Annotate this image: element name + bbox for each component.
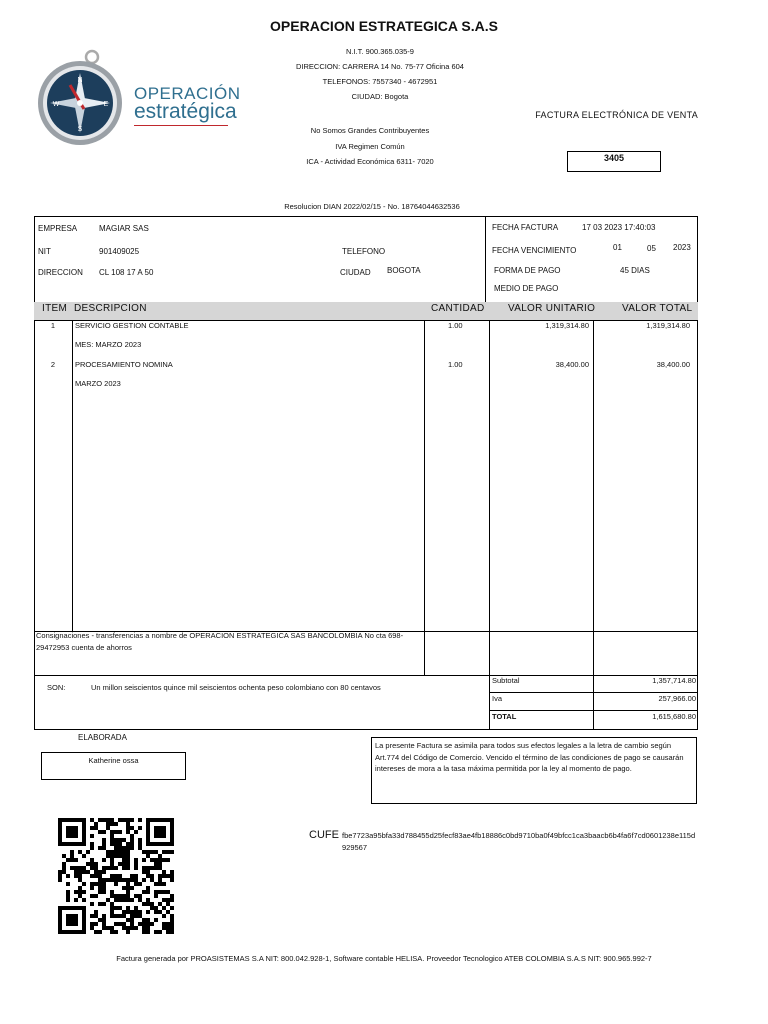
qr-finder-pattern — [146, 818, 174, 846]
son-text: Un millon seiscientos quince mil seiscientos ochenta peso colombiano con 80 centavos — [91, 683, 381, 692]
company-logo — [34, 45, 241, 150]
ciudad-value: BOGOTA — [387, 266, 421, 275]
subtotal-value: 1,357,714.80 — [652, 676, 696, 685]
row2-desc: PROCESAMIENTO NOMINA — [75, 360, 173, 369]
qr-code — [58, 818, 175, 938]
resolution: Resolucion DIAN 2022/02/15 - No. 18764044632536 — [284, 202, 460, 211]
logo-letter-w: W — [52, 101, 60, 108]
qr-finder-pattern — [58, 818, 86, 846]
fecha-factura-label: FECHA FACTURA — [492, 223, 559, 232]
elaborada-label: ELABORADA — [78, 733, 127, 742]
row2-qty: 1.00 — [448, 360, 463, 369]
logo-text-line1: OPERACIÓN — [134, 84, 241, 103]
ciudad-label: CIUDAD — [340, 268, 371, 277]
empresa-label: EMPRESA — [38, 224, 78, 233]
logo-letter-n: N — [77, 77, 83, 84]
medio-pago-label: MEDIO DE PAGO — [494, 284, 559, 293]
forma-pago-label: FORMA DE PAGO — [494, 266, 561, 275]
tax-note-1: No Somos Grandes Contribuyentes — [310, 126, 430, 135]
fecha-factura-value: 17 03 2023 17:40:03 — [582, 223, 656, 232]
row1-unit: 1,319,314.80 — [545, 321, 589, 330]
logo-letter-e: E — [103, 101, 109, 108]
row2-item: 2 — [50, 360, 56, 369]
company-phones: TELEFONOS: 7557340 - 4672951 — [322, 77, 438, 86]
header-qty: CANTIDAD — [431, 303, 485, 314]
qr-finder-pattern — [58, 906, 86, 934]
nit-value: 901409025 — [99, 247, 140, 256]
telefono-label: TELEFONO — [342, 247, 386, 256]
total-label: TOTAL — [492, 712, 517, 721]
direccion-value: CL 108 17 A 50 — [99, 268, 154, 277]
legal-text: La presente Factura se asimila para todos sus efectos legales a la letra de cambio según Art.774 del Código de Comercio. Vencido el término de las condiciones de pago se causarán intereses de mora a la tasa máxima permitida por la ley al momento de pago. — [371, 737, 697, 804]
row1-desc: SERVICIO GESTION CONTABLE — [75, 321, 189, 330]
row1-item: 1 — [50, 321, 56, 330]
logo-underline — [134, 125, 228, 126]
footer: Factura generada por PROASISTEMAS S.A NIT: 800.042.928-1, Software contable HELISA. Proveedor Tecnologico ATEB COLOMBIA S.A.S NIT: 900.965.992-7 — [116, 954, 652, 963]
header-unit: VALOR UNITARIO — [508, 303, 596, 314]
row1-qty: 1.00 — [448, 321, 463, 330]
invoice-title: FACTURA ELECTRÓNICA DE VENTA — [535, 110, 698, 120]
row2-total: 38,400.00 — [656, 360, 690, 369]
empresa-value: MAGIAR SAS — [99, 224, 149, 233]
tax-note-3: ICA - Actividad Económica 6311- 7020 — [306, 157, 434, 166]
logo-text-line2: estratégica — [134, 100, 237, 123]
row2-unit: 38,400.00 — [555, 360, 589, 369]
row1-total: 1,319,314.80 — [646, 321, 690, 330]
row1-desc2: MES: MARZO 2023 — [75, 340, 142, 349]
venc-day: 01 — [613, 243, 622, 252]
company-nit: N.I.T. 900.365.035-9 — [346, 47, 414, 56]
venc-month: 05 — [647, 244, 656, 253]
nit-label: NIT — [38, 247, 51, 256]
total-value: 1,615,680.80 — [652, 712, 696, 721]
elaborada-name: Katherine ossa — [41, 752, 186, 780]
cufe-value: fbe7723a95bfa33d788455d25fecf83ae4fb18886c0bd9710ba0f49bfcc1ca3baacb6b4fa6f7cd0601238e115d929567 — [342, 831, 696, 852]
company-address: DIRECCION: CARRERA 14 No. 75-77 Oficina 604 — [296, 62, 464, 71]
payment-note: Consignaciones - transferencias a nombre de OPERACION ESTRATEGICA SAS BANCOLOMBIA No cta 698-29472953 cuenta de ahorros — [36, 631, 404, 652]
venc-year: 2023 — [673, 243, 691, 252]
fecha-venc-label: FECHA VENCIMIENTO — [492, 246, 577, 255]
iva-value: 257,966.00 — [658, 694, 696, 703]
company-city: CIUDAD: Bogota — [351, 92, 409, 101]
header-desc: DESCRIPCION — [74, 303, 147, 314]
invoice-number: 3405 — [567, 151, 661, 172]
company-name: OPERACION ESTRATEGICA S.A.S — [270, 18, 498, 34]
row2-desc2: MARZO 2023 — [75, 379, 121, 388]
iva-label: Iva — [492, 694, 503, 703]
son-label: SON: — [47, 683, 66, 692]
logo-letter-s: S — [77, 126, 83, 133]
cufe-label: CUFE — [309, 829, 339, 841]
subtotal-label: Subtotal — [492, 676, 520, 685]
items-table — [34, 320, 698, 730]
forma-pago-value: 45 DIAS — [620, 266, 650, 275]
tax-note-2: IVA Regimen Común — [335, 142, 405, 151]
header-item: ITEM — [42, 303, 68, 314]
direccion-label: DIRECCION — [38, 268, 83, 277]
header-total: VALOR TOTAL — [622, 303, 693, 314]
